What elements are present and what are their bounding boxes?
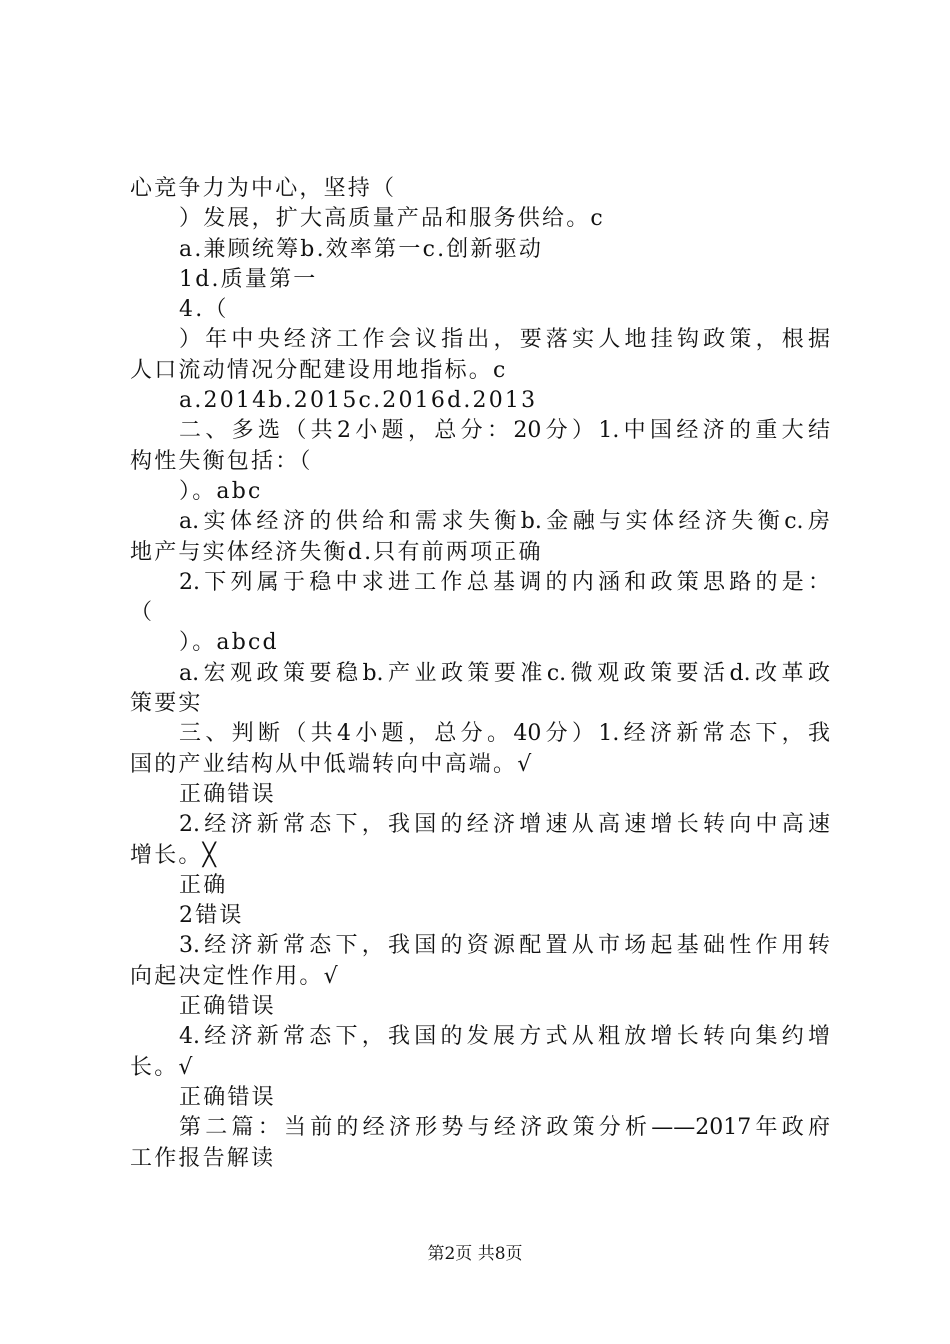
- section-heading: 二、多选（共2小题，总分：20分）1.中国经济的重大结: [179, 418, 830, 444]
- answer-options: 1d.质量第一: [179, 266, 318, 292]
- page-footer: 第2页 共8页: [427, 1244, 523, 1264]
- answer-options: a.2014b.2015c.2016d.2013: [179, 388, 538, 414]
- text-line: ）。abcd: [179, 630, 279, 656]
- answer-options: 正确错误: [179, 994, 276, 1020]
- text-line: 构性失衡包括：（: [130, 448, 313, 474]
- text-line: 3.经济新常态下，我国的资源配置从市场起基础性作用转: [179, 933, 830, 959]
- answer-options: 策要实: [130, 691, 203, 717]
- answer-options: 正确错误: [179, 781, 276, 807]
- text-line: 人口流动情况分配建设用地指标。c: [130, 357, 508, 383]
- text-line: 心竞争力为中心，坚持（: [130, 176, 397, 201]
- answer-options: 地产与实体经济失衡d.只有前两项正确: [130, 539, 543, 565]
- answer-options: 正确: [179, 872, 228, 898]
- text-line: ）年中央经济工作会议指出，要落实人地挂钩政策，根据: [179, 327, 830, 353]
- text-line: 向起决定性作用。√: [130, 963, 340, 989]
- text-line: 增长。╳: [130, 842, 219, 868]
- text-line: 长。√: [130, 1054, 195, 1080]
- answer-options: a.实体经济的供给和需求失衡b.金融与实体经济失衡c.房: [179, 509, 830, 535]
- text-line: 2.下列属于稳中求进工作总基调的内涵和政策思路的是：: [179, 569, 830, 595]
- text-line: 国的产业结构从中低端转向中高端。√: [130, 751, 534, 777]
- chapter-heading: 第二篇：当前的经济形势与经济政策分析——2017年政府: [179, 1115, 830, 1141]
- section-heading: 三、判断（共4小题，总分。40分）1.经济新常态下，我: [179, 721, 830, 747]
- text-line: （: [130, 600, 155, 626]
- answer-options: 2错误: [179, 903, 244, 929]
- text-line: 4.经济新常态下，我国的发展方式从粗放增长转向集约增: [179, 1024, 830, 1050]
- document-body: [130, 174, 830, 1174]
- answer-options: a.宏观政策要稳b.产业政策要准c.微观政策要活d.改革政: [179, 660, 830, 686]
- text-line: 2.经济新常态下，我国的经济增速从高速增长转向中高速: [179, 812, 830, 838]
- text-line: ）发展，扩大高质量产品和服务供给。c: [179, 206, 605, 232]
- question-number: 4.（: [179, 297, 229, 323]
- answer-options: 正确错误: [179, 1084, 276, 1110]
- answer-options: a.兼顾统筹b.效率第一c.创新驱动: [179, 236, 544, 262]
- text-line: ）。abc: [179, 478, 263, 504]
- chapter-heading: 工作报告解读: [130, 1145, 276, 1171]
